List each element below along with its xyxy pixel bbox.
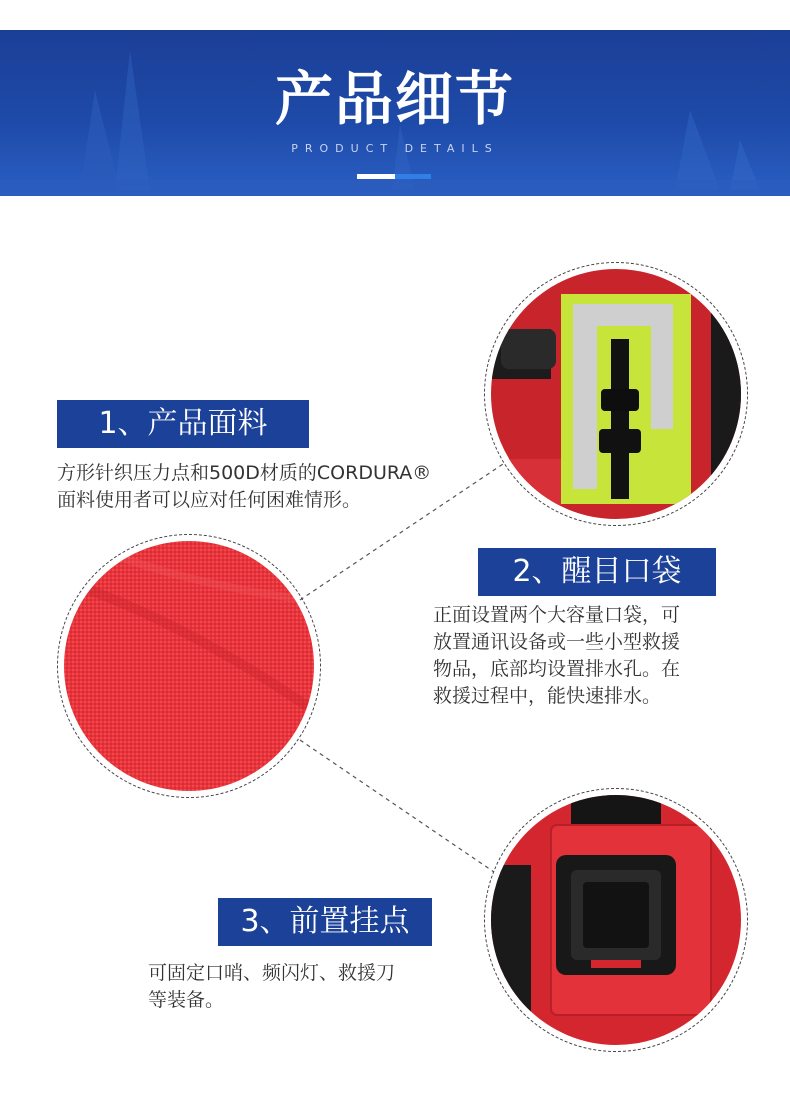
feature-2-label: 2、醒目口袋 [478,548,716,596]
attachment-photo [491,795,741,1045]
pocket-photo [491,269,741,519]
feature-3-label: 3、前置挂点 [218,898,432,946]
page-title: 产品细节 [274,65,515,133]
feature-2-line-1: 正面设置两个大容量口袋，可 [433,604,681,626]
feature-3-line-2: 等装备。 [148,989,225,1011]
feature-1-line-1: 方形针织压力点和500D材质的CORDURA® [57,462,432,484]
fabric-photo [64,541,314,791]
feature-2-line-2: 放置通讯设备或一些小型救援 [433,631,681,653]
feature-2-line-4: 救援过程中，能快速排水。 [433,685,662,707]
feature-2-description [433,602,733,710]
feature-1-line-2: 面料使用者可以应对任何困难情形。 [57,489,362,511]
feature-1-label: 1、产品面料 [57,400,309,448]
attachment-photo-circle [484,788,748,1052]
feature-1-description [57,460,487,514]
feature-2-line-3: 物品，底部均设置排水孔。在 [433,658,681,680]
feature-3-line-1: 可固定口哨、频闪灯、救援刀 [148,962,396,984]
feature-3-description [148,960,448,1014]
fabric-photo-circle [57,534,321,798]
page-subtitle: PRODUCT DETAILS [291,142,499,155]
pocket-photo-circle [484,262,748,526]
